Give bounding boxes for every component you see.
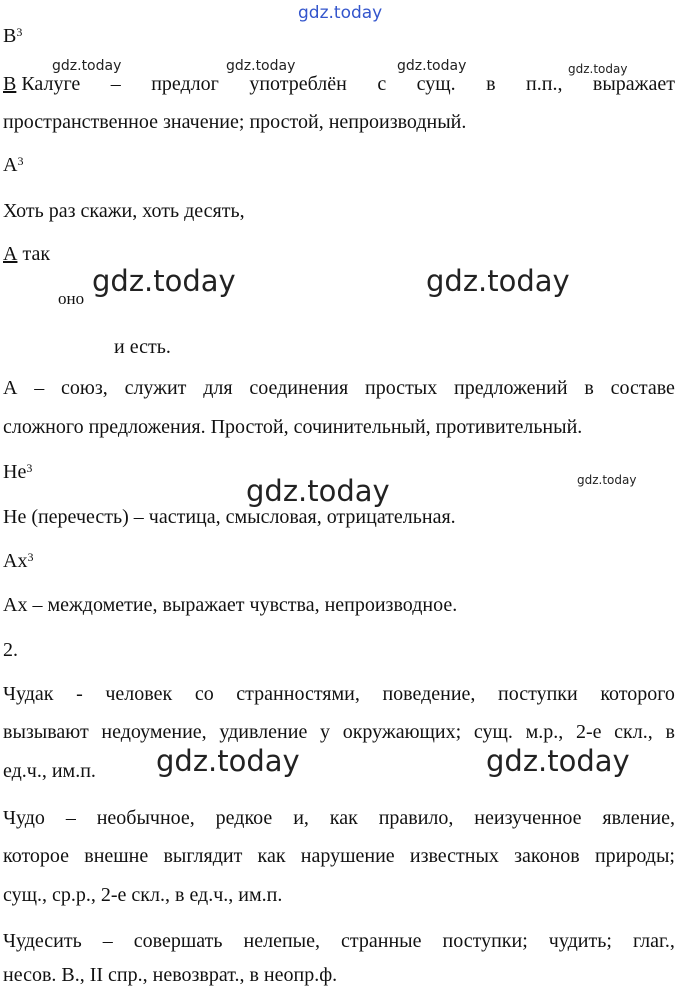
heading-ah: $Ах^3$ — [3, 550, 34, 572]
paragraph-chudesit-line2: несов. В., II спр., невозврат., в неопр.ф. — [3, 964, 338, 986]
paragraph-v-line1: В Калуге – предлог употреблён с сущ. в п.п., выражает — [3, 73, 675, 95]
section-number: 2. — [3, 639, 18, 661]
watermark: gdz.today — [568, 62, 628, 76]
watermark: gdz.today — [156, 744, 300, 778]
paragraph-chudo-line2: которое внешне выглядит как нарушение известных законов природы; — [3, 845, 675, 867]
watermark: gdz.today — [486, 744, 630, 778]
heading-ne: $Не^3$ — [3, 461, 33, 483]
poem-line2: А так — [3, 243, 51, 265]
paragraph-chudesit-line1: Чудесить – совершать нелепые, странные поступки; чудить; глаг., — [3, 930, 675, 952]
watermark: gdz.today — [52, 58, 122, 74]
watermark: gdz.today — [92, 264, 236, 298]
poem-line4: и есть. — [114, 336, 171, 358]
underlined-word: В — [3, 73, 17, 95]
poem-line1: Хоть раз скажи, хоть десять, — [3, 200, 245, 222]
watermark: gdz.today — [246, 474, 390, 508]
paragraph-chudak-line1: Чудак - человек со странностями, поведение, поступки которого — [3, 683, 675, 705]
paragraph-chudo-line3: сущ., ср.р., 2-е скл., в ед.ч., им.п. — [3, 884, 283, 906]
paragraph-a-line2: сложного предложения. Простой, сочинительный, противительный. — [3, 416, 583, 438]
watermark: gdz.today — [577, 473, 637, 487]
heading-v: $В^3$ — [3, 25, 23, 47]
watermark: gdz.today — [226, 58, 296, 74]
watermark-top: gdz.today — [298, 3, 383, 23]
poem-line3: оно — [58, 289, 85, 308]
watermark: gdz.today — [397, 58, 467, 74]
paragraph-chudo-line1: Чудо – необычное, редкое и, как правило, неизученное явление, — [3, 807, 675, 829]
paragraph-ah: Ах – междометие, выражает чувства, непроизводное. — [3, 594, 458, 616]
paragraph-v-line2: пространственное значение; простой, непроизводный. — [3, 111, 467, 133]
heading-a: $А^3$ — [3, 154, 24, 176]
watermark: gdz.today — [426, 264, 570, 298]
underlined-word: А — [3, 243, 18, 265]
paragraph-chudak-line2: вызывают недоумение, удивление у окружающих; сущ. м.р., 2-е скл., в — [3, 721, 675, 743]
paragraph-chudak-line3: ед.ч., им.п. — [3, 760, 96, 782]
paragraph-a-line1: А – союз, служит для соединения простых предложений в составе — [3, 377, 675, 399]
paragraph-ne: Не (перечесть) – частица, смысловая, отрицательная. — [3, 506, 456, 528]
